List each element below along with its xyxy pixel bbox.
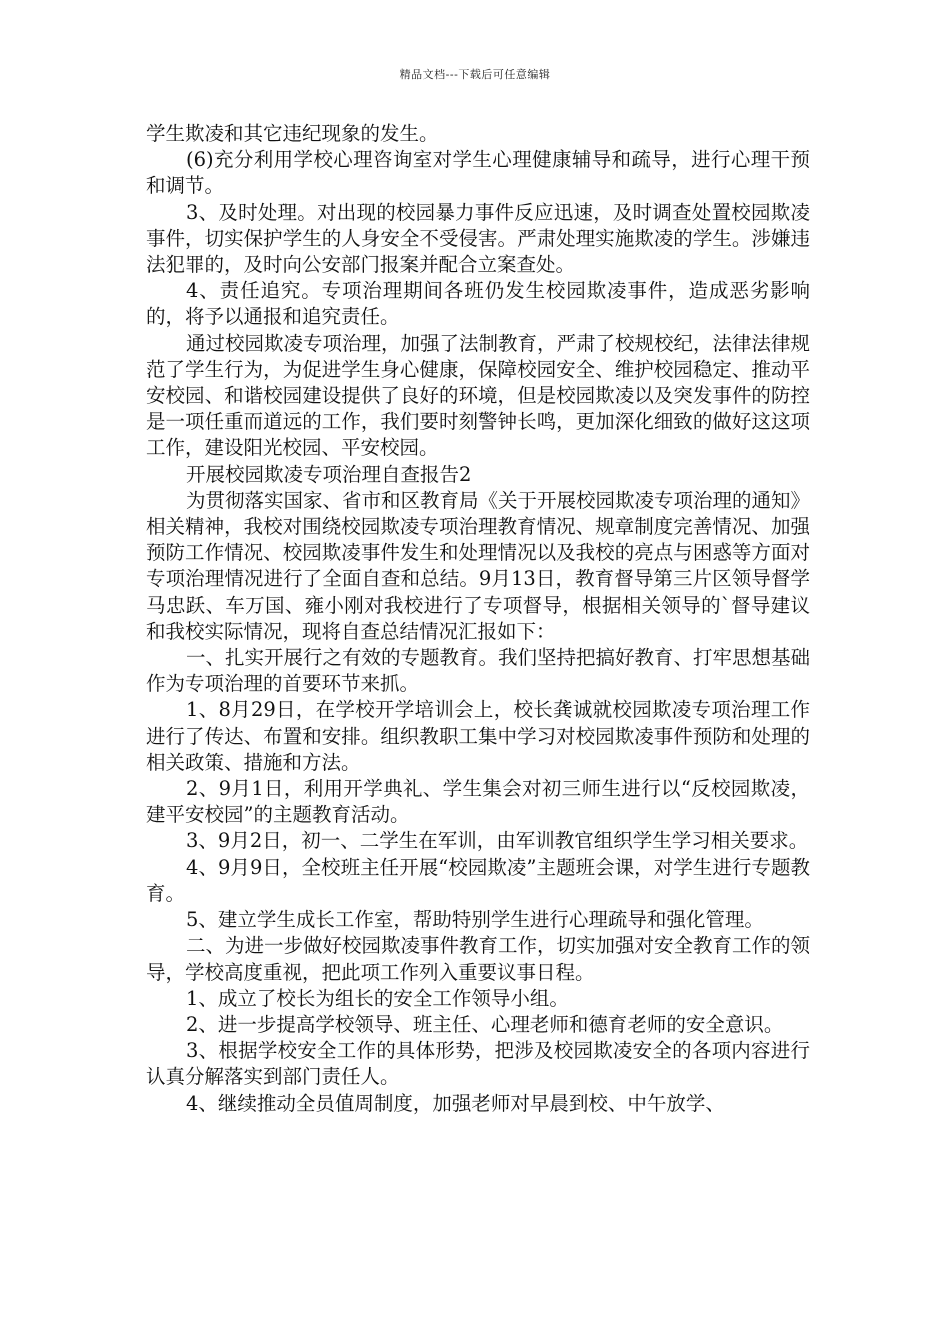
paragraph: 3、9月2日，初一、二学生在军训，由军训教官组织学生学习相关要求。 [186, 829, 809, 853]
paragraph: 二、为进一步做好校园欺凌事件教育工作，切实加强对安全教育工作的领导，学校高度重视，把此项工作列入重要议事日程。 [146, 934, 811, 984]
section-title: 开展校园欺凌专项治理自查报告2 [186, 462, 472, 486]
paragraph: 3、及时处理。对出现的校园暴力事件反应迅速，及时调查处置校园欺凌事件，切实保护学生的人身安全不受侵害。严肃处理实施欺凌的学生。涉嫌违法犯罪的，及时向公安部门报案并配合立案查处。 [146, 200, 810, 277]
paragraph: 通过校园欺凌专项治理，加强了法制教育，严肃了校规校纪，法律法律规范了学生行为，为促进学生身心健康，保障校园安全、维护校园稳定、推动平安校园、和谐校园建设提供了良好的环境，但是校园欺凌以及突发事件的防控是一项任重而道远的工作，我们要时刻警钟长鸣，更加深化细致的做好这这项工作，建设阳光校园、平安校园。 [146, 331, 811, 460]
paragraph: 学生欺凌和其它违纪现象的发生。 [146, 122, 439, 145]
paragraph: (6)充分利用学校心理咨询室对学生心理健康辅导和疏导，进行心理干预和调节。 [146, 148, 810, 198]
paragraph: 5、建立学生成长工作室，帮助特别学生进行心理疏导和强化管理。 [186, 908, 764, 932]
paragraph: 3、根据学校安全工作的具体形势，把涉及校园欺凌安全的各项内容进行认真分解落实到部门责任人。 [146, 1039, 810, 1089]
paragraph: 4、继续推动全员值周制度，加强老师对早晨到校、中午放学、 [186, 1091, 725, 1115]
paragraph: 2、9月1日，利用开学典礼、学生集会对初三师生进行以“反校园欺凌，建平安校园”的主题教育活动。 [146, 777, 810, 827]
paragraph: 为贯彻落实国家、省市和区教育局《关于开展校园欺凌专项治理的通知》相关精神，我校对围绕校园欺凌专项治理教育情况、规章制度完善情况、加强预防工作情况、校园欺凌事件发生和处理情况以及我校的亮点与困惑等方面对专项治理情况进行了全面自查和总结。9月13日，教育督导第三片区领导督学马忠跃、车万国、雍小刚对我校进行了专项督导，根据相关领导的`督导建议和我校实际情况，现将自查总结情况汇报如下： [146, 488, 811, 643]
paragraph: 4、9月9日，全校班主任开展“校园欺凌”主题班会课，对学生进行专题教育。 [146, 855, 810, 905]
paragraph: 一、扎实开展行之有效的专题教育。我们坚持把搞好教育、打牢思想基础作为专项治理的首要环节来抓。 [146, 646, 811, 696]
page-header: 精品文档---下载后可任意编辑 [399, 68, 551, 81]
paragraph: 4、责任追究。专项治理期间各班仍发生校园欺凌事件，造成恶劣影响的，将予以通报和追究责任。 [146, 279, 810, 329]
document-body [146, 121, 810, 1117]
paragraph: 1、8月29日，在学校开学培训会上，校长龚诚就校园欺凌专项治理工作进行了传达、布置和安排。组织教职工集中学习对校园欺凌事件预防和处理的相关政策、措施和方法。 [146, 698, 810, 774]
paragraph: 1、成立了校长为组长的安全工作领导小组。 [186, 986, 569, 1010]
paragraph: 2、进一步提高学校领导、班主任、心理老师和德育老师的安全意识。 [186, 1012, 784, 1036]
